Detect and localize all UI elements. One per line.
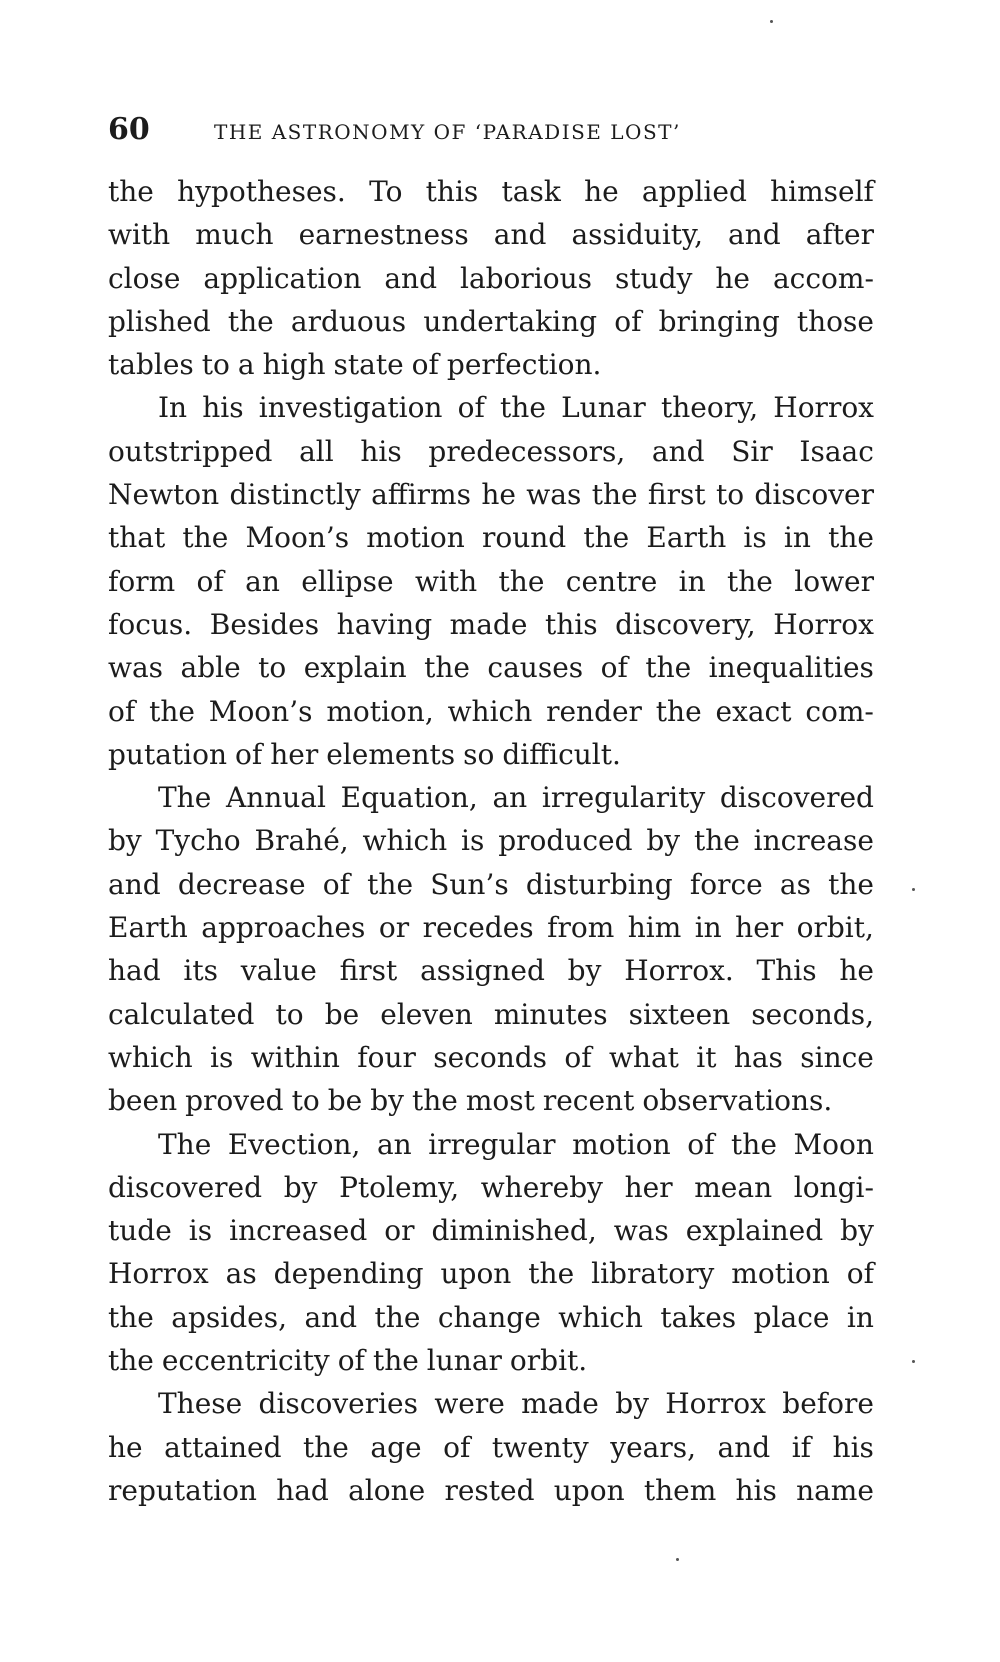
text-line: The Annual Equation, an irregularity discovered [158,781,874,815]
text-line: been proved to be by the most recent observations. [108,1084,833,1118]
paragraph [108,386,874,776]
text-line: the hypotheses. To this task he applied himself [108,175,874,208]
text-line: calculated to be eleven minutes sixteen seconds, [108,997,874,1031]
page-header [108,108,868,152]
scan-speck [912,1360,915,1363]
text-line: which is within four seconds of what it has since [108,1040,874,1074]
paragraph [108,776,874,1122]
text-line: with much earnestness and assiduity, and after [108,218,874,252]
text-body [108,170,874,1512]
text-line: form of an ellipse with the centre in the lower [108,564,874,598]
text-line: he attained the age of twenty years, and if his [108,1430,874,1464]
text-line: reputation had alone rested upon them his name [108,1473,874,1507]
text-line: tables to a high state of perfection. [108,348,602,382]
paragraph [108,170,874,386]
text-line: plished the arduous undertaking of bringing those [108,304,874,338]
text-line: Newton distinctly affirms he was the first to discover [108,478,874,512]
text-line: These discoveries were made by Horrox before [158,1387,874,1421]
text-line: of the Moon’s motion, which render the exact com- [108,694,874,728]
running-title: THE ASTRONOMY OF ‘PARADISE LOST’ [214,120,681,144]
text-line: the apsides, and the change which takes place in [108,1300,874,1334]
text-line: and decrease of the Sun’s disturbing force as the [108,867,874,901]
text-line: that the Moon’s motion round the Earth is in the [108,521,874,555]
text-line: had its value first assigned by Horrox. This he [108,954,874,988]
text-line: Horrox as depending upon the libratory motion of [108,1257,874,1291]
text-line: discovered by Ptolemy, whereby her mean longi- [108,1170,874,1204]
page-number: 60 [108,112,150,147]
scan-speck [676,1558,679,1561]
text-line: by Tycho Brahé, which is produced by the increase [108,824,874,858]
text-line: was able to explain the causes of the inequalities [108,651,874,685]
scan-speck [770,20,773,23]
paragraph [108,1382,874,1512]
text-line: focus. Besides having made this discovery, Horrox [108,607,874,641]
scan-speck [912,888,915,891]
text-line: the eccentricity of the lunar orbit. [108,1344,588,1378]
text-line: tude is increased or diminished, was explained by [108,1214,874,1248]
text-line: close application and laborious study he accom- [108,261,874,295]
text-line: In his investigation of the Lunar theory, Horrox [158,391,874,425]
text-line: Earth approaches or recedes from him in her orbit, [108,911,874,945]
text-line: outstripped all his predecessors, and Sir Isaac [108,434,874,468]
text-line: putation of her elements so difficult. [108,737,621,771]
text-line: The Evection, an irregular motion of the Moon [158,1127,874,1161]
paragraph [108,1123,874,1383]
